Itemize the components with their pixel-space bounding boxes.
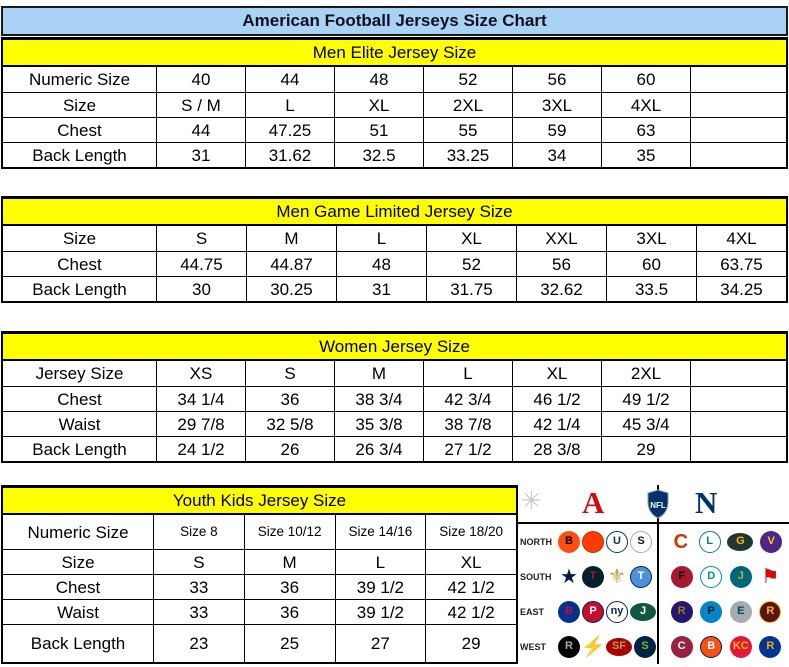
row-label: Numeric Size — [27, 522, 129, 542]
division-label: EAST — [520, 606, 545, 617]
size-cell: 33 — [153, 599, 244, 624]
row-label: Back Length — [3, 276, 156, 301]
size-cell: 44.75 — [156, 251, 246, 276]
size-cell: 28 3/8 — [512, 436, 601, 461]
nfc-west-teams — [659, 636, 789, 658]
size-cell: 51 — [334, 117, 423, 142]
size-cell: 63 — [601, 117, 690, 142]
row-label: Chest — [3, 251, 156, 276]
youth-table-wrap — [0, 485, 518, 664]
division-row-west — [518, 629, 789, 664]
division-label: SOUTH — [520, 571, 552, 582]
size-cell: 33 — [153, 574, 244, 599]
size-cell: 60 — [606, 251, 696, 276]
nfc-north-teams — [659, 531, 789, 553]
packers-logo: G — [727, 533, 753, 551]
chiefs-logo: KC — [730, 636, 752, 658]
size-cell: 30 — [156, 276, 246, 301]
size-cell: 27 1/2 — [423, 436, 512, 461]
division-row-south — [518, 559, 789, 594]
division-row-north — [518, 524, 789, 559]
size-cell: 34.25 — [696, 276, 786, 301]
size-cell: S — [153, 549, 244, 574]
size-cell: S / M — [156, 92, 245, 117]
division-row-east — [518, 594, 789, 629]
sparkle-icon: ✳ — [521, 487, 542, 515]
row-label: Waist — [3, 411, 156, 436]
afc-west-teams — [518, 636, 659, 658]
row-label: Waist — [3, 599, 153, 624]
size-cell: 52 — [426, 251, 516, 276]
size-cell: 3XL — [512, 92, 601, 117]
size-cell: M — [246, 226, 336, 251]
division-label: WEST — [520, 641, 546, 652]
vikings-logo: V — [760, 531, 782, 553]
size-cell: 34 — [512, 142, 601, 167]
size-cell: 39 1/2 — [335, 599, 426, 624]
afc-south-teams — [518, 566, 659, 588]
dolphins-logo: D — [700, 566, 722, 588]
size-cell: 40 — [156, 67, 245, 92]
afc-icon: A — [582, 485, 605, 520]
seahawks-logo: S — [634, 636, 656, 658]
size-cell: Size 10/12 — [244, 515, 335, 549]
division-label: NORTH — [520, 536, 552, 547]
size-cell: 29 — [425, 624, 516, 662]
saints-logo: ⚜ — [608, 565, 626, 588]
empty-cell — [690, 361, 786, 386]
size-cell: Size 14/16 — [335, 515, 426, 549]
women-section-title: Women Jersey Size — [3, 334, 786, 361]
49ers-logo: SF — [606, 638, 632, 656]
size-cell: 2XL — [423, 92, 512, 117]
row-label: Back Length — [3, 142, 156, 167]
empty-cell — [690, 117, 786, 142]
size-cell: 31 — [336, 276, 426, 301]
size-cell: L — [423, 361, 512, 386]
colts-logo: U — [606, 531, 628, 553]
size-cell: M — [334, 361, 423, 386]
men-game-limited-section-title: Men Game Limited Jersey Size — [3, 199, 786, 226]
size-cell: 26 — [245, 436, 334, 461]
broncos-logo: B — [700, 636, 722, 658]
row-label: Back Length — [3, 436, 156, 461]
size-cell: 36 — [244, 599, 335, 624]
men-elite-size-table — [1, 37, 788, 169]
size-cell: L — [245, 92, 334, 117]
nfc-east-teams — [659, 601, 789, 623]
size-cell: Size 8 — [153, 515, 244, 549]
raiders-logo: R — [558, 636, 580, 658]
size-cell: 59 — [512, 117, 601, 142]
size-cell: 29 7/8 — [156, 411, 245, 436]
lions-logo: L — [699, 531, 721, 553]
size-cell: 32 5/8 — [245, 411, 334, 436]
row-label: Numeric Size — [28, 70, 131, 89]
giants-logo: ny — [606, 601, 628, 623]
size-cell: S — [245, 361, 334, 386]
empty-cell — [690, 386, 786, 411]
youth-size-table — [1, 485, 518, 664]
size-cell: 33.25 — [423, 142, 512, 167]
size-cell: 47.25 — [245, 117, 334, 142]
size-cell: 4XL — [696, 226, 786, 251]
panthers-logo: P — [700, 601, 722, 623]
jets-logo: J — [630, 603, 656, 621]
size-cell: XS — [156, 361, 245, 386]
size-cell: 42 1/4 — [512, 411, 601, 436]
steelers-logo: S — [630, 531, 652, 553]
nfl-shield-label: NFL — [650, 501, 666, 510]
afc-north-teams — [518, 531, 659, 553]
size-chart-page — [0, 6, 789, 664]
size-cell: 49 1/2 — [601, 386, 690, 411]
size-cell: 34 1/4 — [156, 386, 245, 411]
size-cell: 48 — [336, 251, 426, 276]
size-cell: 56 — [512, 67, 601, 92]
size-cell: XL — [426, 226, 516, 251]
row-label: Chest — [3, 117, 156, 142]
bottom-section — [0, 485, 789, 664]
size-cell: 36 — [244, 574, 335, 599]
nfl-conferences-panel — [518, 485, 789, 664]
size-cell: 2XL — [601, 361, 690, 386]
size-cell: 60 — [601, 67, 690, 92]
size-cell: 32.62 — [516, 276, 606, 301]
page-title: American Football Jerseys Size Chart — [1, 6, 788, 36]
size-cell: S — [156, 226, 246, 251]
eagles-logo: E — [730, 601, 752, 623]
empty-cell — [690, 411, 786, 436]
size-cell: 42 3/4 — [423, 386, 512, 411]
size-cell: 38 3/4 — [334, 386, 423, 411]
bengals-logo: B — [558, 531, 580, 553]
size-cell: XL — [334, 92, 423, 117]
size-cell: 36 — [245, 386, 334, 411]
patriots-logo: P — [582, 601, 604, 623]
size-cell: 23 — [153, 624, 244, 662]
empty-cell — [690, 67, 786, 92]
size-cell: 32.5 — [334, 142, 423, 167]
empty-cell — [690, 142, 786, 167]
size-cell: 63.75 — [696, 251, 786, 276]
row-label: Size — [3, 549, 153, 574]
row-label: Back Length — [3, 624, 153, 662]
cowboys-logo: ★ — [560, 565, 578, 588]
size-cell: L — [335, 549, 426, 574]
size-cell: 35 3/8 — [334, 411, 423, 436]
size-cell: 33.5 — [606, 276, 696, 301]
ravens-logo: R — [671, 601, 693, 623]
size-cell: 30.25 — [246, 276, 336, 301]
size-cell: 24 1/2 — [156, 436, 245, 461]
size-cell: 45 3/4 — [601, 411, 690, 436]
empty-cell — [690, 92, 786, 117]
buccaneers-logo: ⚑ — [761, 565, 780, 588]
nfl-shield-icon — [646, 488, 670, 520]
size-cell: 26 3/4 — [334, 436, 423, 461]
size-cell: 38 7/8 — [423, 411, 512, 436]
size-cell: 25 — [244, 624, 335, 662]
nfc-south-teams — [659, 566, 789, 588]
size-cell: 44.87 — [246, 251, 336, 276]
size-cell: 3XL — [606, 226, 696, 251]
size-cell: 39 1/2 — [335, 574, 426, 599]
size-cell: 48 — [334, 67, 423, 92]
titans-logo: T — [630, 566, 652, 588]
size-cell: XXL — [516, 226, 606, 251]
size-cell: L — [336, 226, 426, 251]
texans-logo: T — [582, 566, 604, 588]
chargers-logo: ⚡ — [580, 635, 606, 658]
size-cell: M — [244, 549, 335, 574]
row-label: Chest — [3, 574, 153, 599]
size-cell: 4XL — [601, 92, 690, 117]
size-cell: 27 — [335, 624, 426, 662]
men-elite-section-title: Men Elite Jersey Size — [3, 40, 786, 67]
men-game-limited-size-table — [1, 196, 788, 303]
conference-header — [518, 485, 789, 524]
size-cell: 29 — [601, 436, 690, 461]
empty-cell — [690, 436, 786, 461]
size-cell: 52 — [423, 67, 512, 92]
size-cell: XL — [425, 549, 516, 574]
nfc-icon: N — [695, 485, 718, 520]
size-cell: 55 — [423, 117, 512, 142]
size-cell: 31 — [156, 142, 245, 167]
size-cell: 44 — [245, 67, 334, 92]
bills-logo: B — [558, 601, 580, 623]
size-cell: 42 1/2 — [425, 574, 516, 599]
afc-east-teams — [518, 601, 659, 623]
bears-logo: C — [673, 530, 689, 553]
size-cell: Size 18/20 — [425, 515, 516, 549]
cardinals-logo: C — [671, 636, 693, 658]
jaguars-logo: J — [730, 566, 752, 588]
redskins-logo: R — [759, 601, 781, 623]
row-label: Chest — [3, 386, 156, 411]
youth-section-title: Youth Kids Jersey Size — [3, 488, 516, 515]
rams-logo: R — [759, 636, 781, 658]
size-cell: 35 — [601, 142, 690, 167]
row-label: Size — [3, 92, 156, 117]
women-size-table — [1, 331, 788, 463]
row-label: Jersey Size — [35, 364, 124, 383]
size-cell: 46 1/2 — [512, 386, 601, 411]
size-cell: 42 1/2 — [425, 599, 516, 624]
row-label: Size — [62, 229, 97, 248]
size-cell: 31.62 — [245, 142, 334, 167]
size-cell: 31.75 — [426, 276, 516, 301]
size-cell: 44 — [156, 117, 245, 142]
browns-logo — [582, 531, 604, 553]
falcons-logo: F — [671, 566, 693, 588]
size-cell: XL — [512, 361, 601, 386]
size-cell: 56 — [516, 251, 606, 276]
